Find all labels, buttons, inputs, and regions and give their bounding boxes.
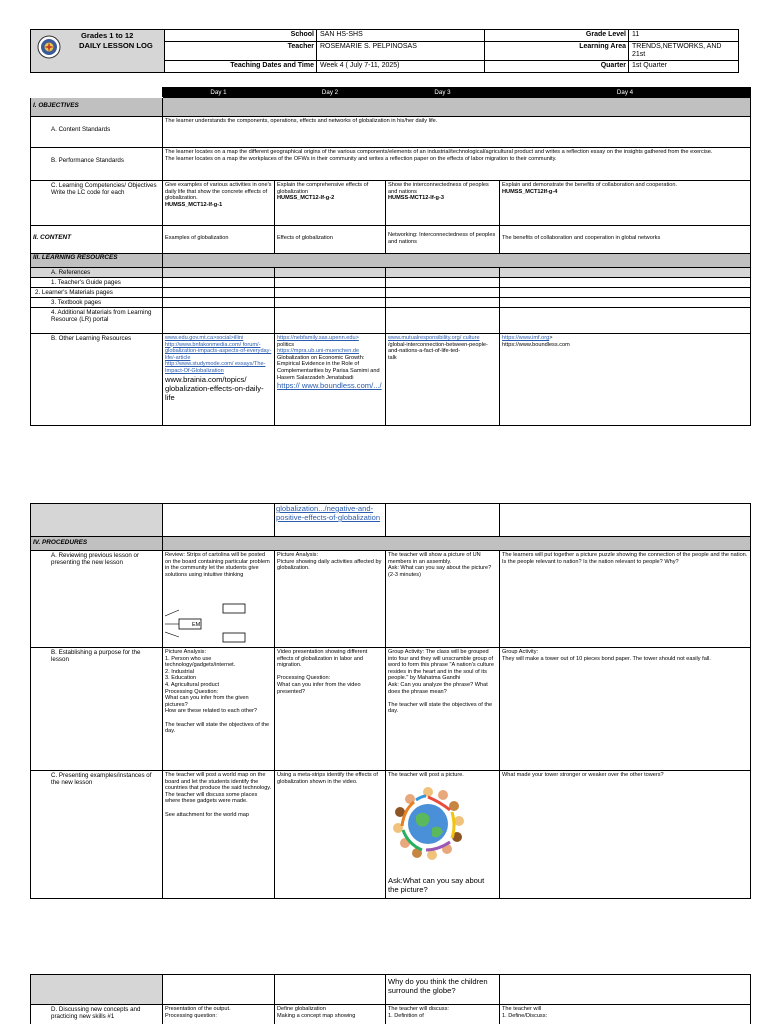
references-fill xyxy=(275,268,386,278)
globe-children-image xyxy=(388,782,468,862)
grades-title: Grades 1 to 12 xyxy=(81,31,134,40)
content-day2: Effects of globalization xyxy=(275,226,386,254)
continued-day3 xyxy=(386,504,500,537)
objectives-section-fill xyxy=(163,98,751,117)
resource-text-day2-2: Globalization on Economic Growth: Empirical Evidence in the Role of Complementarities by Parisa Samimi and Hasem Salarzadeh Jenatabadi xyxy=(277,354,380,381)
resource-text-day4: > https://www.boundless.com xyxy=(502,335,570,348)
continued3-day4 xyxy=(500,975,751,1005)
lm-pages-cell xyxy=(386,288,500,298)
tg-pages-label: 1. Teacher's Guide pages xyxy=(31,278,163,288)
additional-materials-cell xyxy=(275,308,386,334)
content-day4: The benefits of collaboration and cooperation in global networks xyxy=(500,226,751,254)
day-header-2: Day 2 xyxy=(275,88,386,98)
other-resources-label: B. Other Learning Resources xyxy=(31,334,163,426)
row-c-day3 xyxy=(386,771,500,899)
row-c-day4: What made your tower stronger or weaker over the other towers? xyxy=(500,771,751,899)
row-c-day3-ask: Ask:What can you say about the picture? xyxy=(388,876,485,894)
school-label: School xyxy=(165,30,317,42)
header-logo-cell xyxy=(31,30,165,73)
content-day1: Examples of globalization xyxy=(163,226,275,254)
additional-materials-label: 4. Additional Materials from Learning Resource (LR) portal xyxy=(31,308,163,334)
row-b-label: B. Establishing a purpose for the lesson xyxy=(31,648,163,771)
tg-pages-cell xyxy=(500,278,751,288)
row-a-label: A. Reviewing previous lesson or presenting the new lesson xyxy=(31,551,163,648)
continued3-day3: Why do you think the children surround the globe? xyxy=(386,975,500,1005)
content-day3: Networking: Interconnectedness of peoples and nations xyxy=(386,226,500,254)
resource-text-day2-1: politics xyxy=(277,341,295,348)
textbook-pages-label: 3. Textbook pages xyxy=(31,298,163,308)
header-table xyxy=(30,29,739,73)
continued-day2 xyxy=(275,504,386,537)
row-a-day1-text: Review: Strips of cartolina will be posted on the board containing particular problem in the community let the students give solutions using intuitive thinking xyxy=(165,552,270,578)
procedures-section-fill xyxy=(163,537,751,551)
continued-link-day2[interactable]: globalization.../negative-and-positive-effects-of-globalization xyxy=(276,504,381,522)
row-d-label: D. Discussing new concepts and practicing new skills #1 xyxy=(31,1005,163,1024)
references-fill xyxy=(163,268,275,278)
content-standards-label: A. Content Standards xyxy=(31,117,163,148)
lesson-log-table-page2 xyxy=(30,503,751,899)
school-value: SAN HS-SHS xyxy=(317,30,485,42)
other-resources-day3 xyxy=(386,334,500,426)
resources-section-fill xyxy=(163,254,751,268)
day-header-3: Day 3 xyxy=(386,88,500,98)
quarter-value: 1st Quarter xyxy=(629,61,739,73)
teacher-label: Teacher xyxy=(165,42,317,61)
resource-text-day1: www.brainia.com/topics/ globalization-effects-on-daily-life xyxy=(165,374,264,402)
textbook-pages-cell xyxy=(163,298,275,308)
learning-area-label: Learning Area xyxy=(485,42,629,61)
performance-standards-label: B. Performance Standards xyxy=(31,148,163,181)
textbook-pages-cell xyxy=(500,298,751,308)
resource-link-day4[interactable]: https://www.imf.org xyxy=(502,335,550,341)
continued3-label-fill xyxy=(31,975,163,1005)
row-d-day4: The teacher will 1. Define/Discuss: xyxy=(500,1005,751,1024)
continued3-day1 xyxy=(163,975,275,1005)
content-standards-text: The learner understands the components, operations, effects and networks of globalization in his/her daily life. xyxy=(163,117,751,148)
lm-pages-cell xyxy=(500,288,751,298)
row-d-day1: Presentation of the output. Processing question: xyxy=(163,1005,275,1024)
competency-day2: Explain the comprehensive effects of globalization HUMSS_MCT12-If-g-2 xyxy=(275,181,386,226)
additional-materials-cell xyxy=(500,308,751,334)
day-header-1: Day 1 xyxy=(163,88,275,98)
resources-section-label: III. LEARNING RESOURCES xyxy=(31,254,163,268)
objectives-section-label: I. OBJECTIVES xyxy=(31,98,163,117)
row-d-day3: The teacher will discuss: 1. Definition of xyxy=(386,1005,500,1024)
strips-diagram xyxy=(165,600,273,644)
tg-pages-cell xyxy=(163,278,275,288)
resource-text-day3: /global-interconnection-between-people-and-nations-a-fact-of-life-ted- talk xyxy=(388,341,488,361)
continued-day1 xyxy=(163,504,275,537)
resource-link-day2-2[interactable]: https://mpra.ub.uni-muenchen.de xyxy=(277,348,360,355)
tg-pages-cell xyxy=(275,278,386,288)
lesson-log-table-page1 xyxy=(30,87,751,426)
row-c-label: C. Presenting examples/instances of the new lesson xyxy=(31,771,163,899)
continued-day4 xyxy=(500,504,751,537)
row-c-day1: The teacher will post a world map on the board and let the students identify the countries that produce the said technology. The teacher will discuss some places where these gadgets were made. See attachment for the world map xyxy=(163,771,275,899)
continued3-day2 xyxy=(275,975,386,1005)
lm-pages-cell xyxy=(275,288,386,298)
resource-links-day1[interactable]: www.edu.gov.mt.ca>social>illini http://www.bnfakonmedia.com/ forum/-globalization-impacts-aspects-of-everyday-life/-article http://www.studymode.com/ essays/The-Impact-Of-Globalization xyxy=(165,335,272,374)
row-c-day3-text: The teacher will post a picture. xyxy=(388,772,464,778)
lesson-log-table-page3 xyxy=(30,974,751,1024)
resource-link-day3[interactable]: www.mutualresponsibility.org/ culture xyxy=(388,335,480,341)
other-resources-day4 xyxy=(500,334,751,426)
teacher-value: ROSEMARIE S. PELPINOSAS xyxy=(317,42,485,61)
quarter-label: Quarter xyxy=(485,61,629,73)
references-fill xyxy=(386,268,500,278)
row-c-day2: Using a meta-strips identify the effects of globalization shown in the video. xyxy=(275,771,386,899)
tg-pages-cell xyxy=(386,278,500,288)
competency-day3: Show the interconnectedness of peoples and nations HUMSS-MCT12-If-g-3 xyxy=(386,181,500,226)
continued-label-fill xyxy=(31,504,163,537)
row-a-day4: The learners will put together a picture puzzle showing the connection of the people and the nation. Is the people relevant to nation? Is the nation relevant to people? Why? xyxy=(500,551,751,648)
resource-link-day2-1[interactable]: https://nebfamily.sas.upenn.edu> xyxy=(277,335,359,341)
dates-label: Teaching Dates and Time xyxy=(165,61,317,73)
procedures-section-label: IV. PROCEDURES xyxy=(31,537,163,551)
deped-seal-icon xyxy=(37,35,61,59)
row-b-day4: Group Activity: They will make a tower out of 10 pieces bond paper. The tower should not easily fall. xyxy=(500,648,751,771)
content-section-label: II. CONTENT xyxy=(31,226,163,254)
additional-materials-cell xyxy=(386,308,500,334)
additional-materials-cell xyxy=(163,308,275,334)
other-resources-day2 xyxy=(275,334,386,426)
references-label: A. References xyxy=(31,268,163,278)
references-fill xyxy=(500,268,751,278)
learning-area-value: TRENDS,NETWORKS, AND 21st xyxy=(629,42,739,61)
competency-day4: Explain and demonstrate the benefits of collaboration and cooperation. HUMSS_MCT12If-g-4 xyxy=(500,181,751,226)
strip-box-label: EM xyxy=(192,622,201,628)
lm-pages-label: 2. Learner's Materials pages xyxy=(31,288,163,298)
row-b-day1: Picture Analysis: 1. Person who use technology/gadgets/internet. 2. Industrial 3. Education 4. Agricultural product Processing Question: What can you infer from the given pictures? How are these related to each other? The teacher will state the objectives of the day. xyxy=(163,648,275,771)
competency-day1: Give examples of various activities in one's daily life that show the concrete effects of globalization. HUMSS_MCT12-If-g-1 xyxy=(163,181,275,226)
row-d-day2: Define globalization Making a concept map showing xyxy=(275,1005,386,1024)
dates-value: Week 4 ( July 7-11, 2025) xyxy=(317,61,485,73)
other-resources-day1 xyxy=(163,334,275,426)
grade-level-label: Grade Level xyxy=(485,30,629,42)
lm-pages-cell xyxy=(163,288,275,298)
competencies-label: C. Learning Competencies/ Objectives Write the LC code for each xyxy=(31,181,163,226)
row-a-day2: Picture Analysis: Picture showing daily activities affected by globalization. xyxy=(275,551,386,648)
day-header-blank xyxy=(31,88,163,98)
textbook-pages-cell xyxy=(275,298,386,308)
grade-level-value: 11 xyxy=(629,30,739,42)
performance-standards-text: The learner locates on a map the different geographical origins of the various components/elements of an industrial/technological/agricultural product and writes a reflection essay on the insights gathered from the exercise. The learner locates on a map the workplaces of the OFWs in their community and writes a reflection paper on the effects of labor migration to their community. xyxy=(163,148,751,181)
row-a-day3: The teacher will show a picture of UN members in an assembly. Ask: What can you say about the picture? (2-3 minutes) xyxy=(386,551,500,648)
textbook-pages-cell xyxy=(386,298,500,308)
row-b-day3: Group Activity: The class will be grouped into four and they will unscramble group of word to form this phrase "A nation's culture resides in the heart and in the soul of its people." by Mahatma Gandhi Ask: Can you analyze the phrase? What does the phrase mean? The teacher will state the objectives of the day. xyxy=(386,648,500,771)
day-header-4: Day 4 xyxy=(500,88,751,98)
row-b-day2: Video presentation showing different effects of globalization in labor and migration. Processing Question: What can you infer from the video presented? xyxy=(275,648,386,771)
row-a-day1 xyxy=(163,551,275,648)
resource-link-day2-3[interactable]: https:// www.boundless.com/.../ xyxy=(277,381,382,391)
daily-lesson-log-title: DAILY LESSON LOG xyxy=(79,41,153,50)
